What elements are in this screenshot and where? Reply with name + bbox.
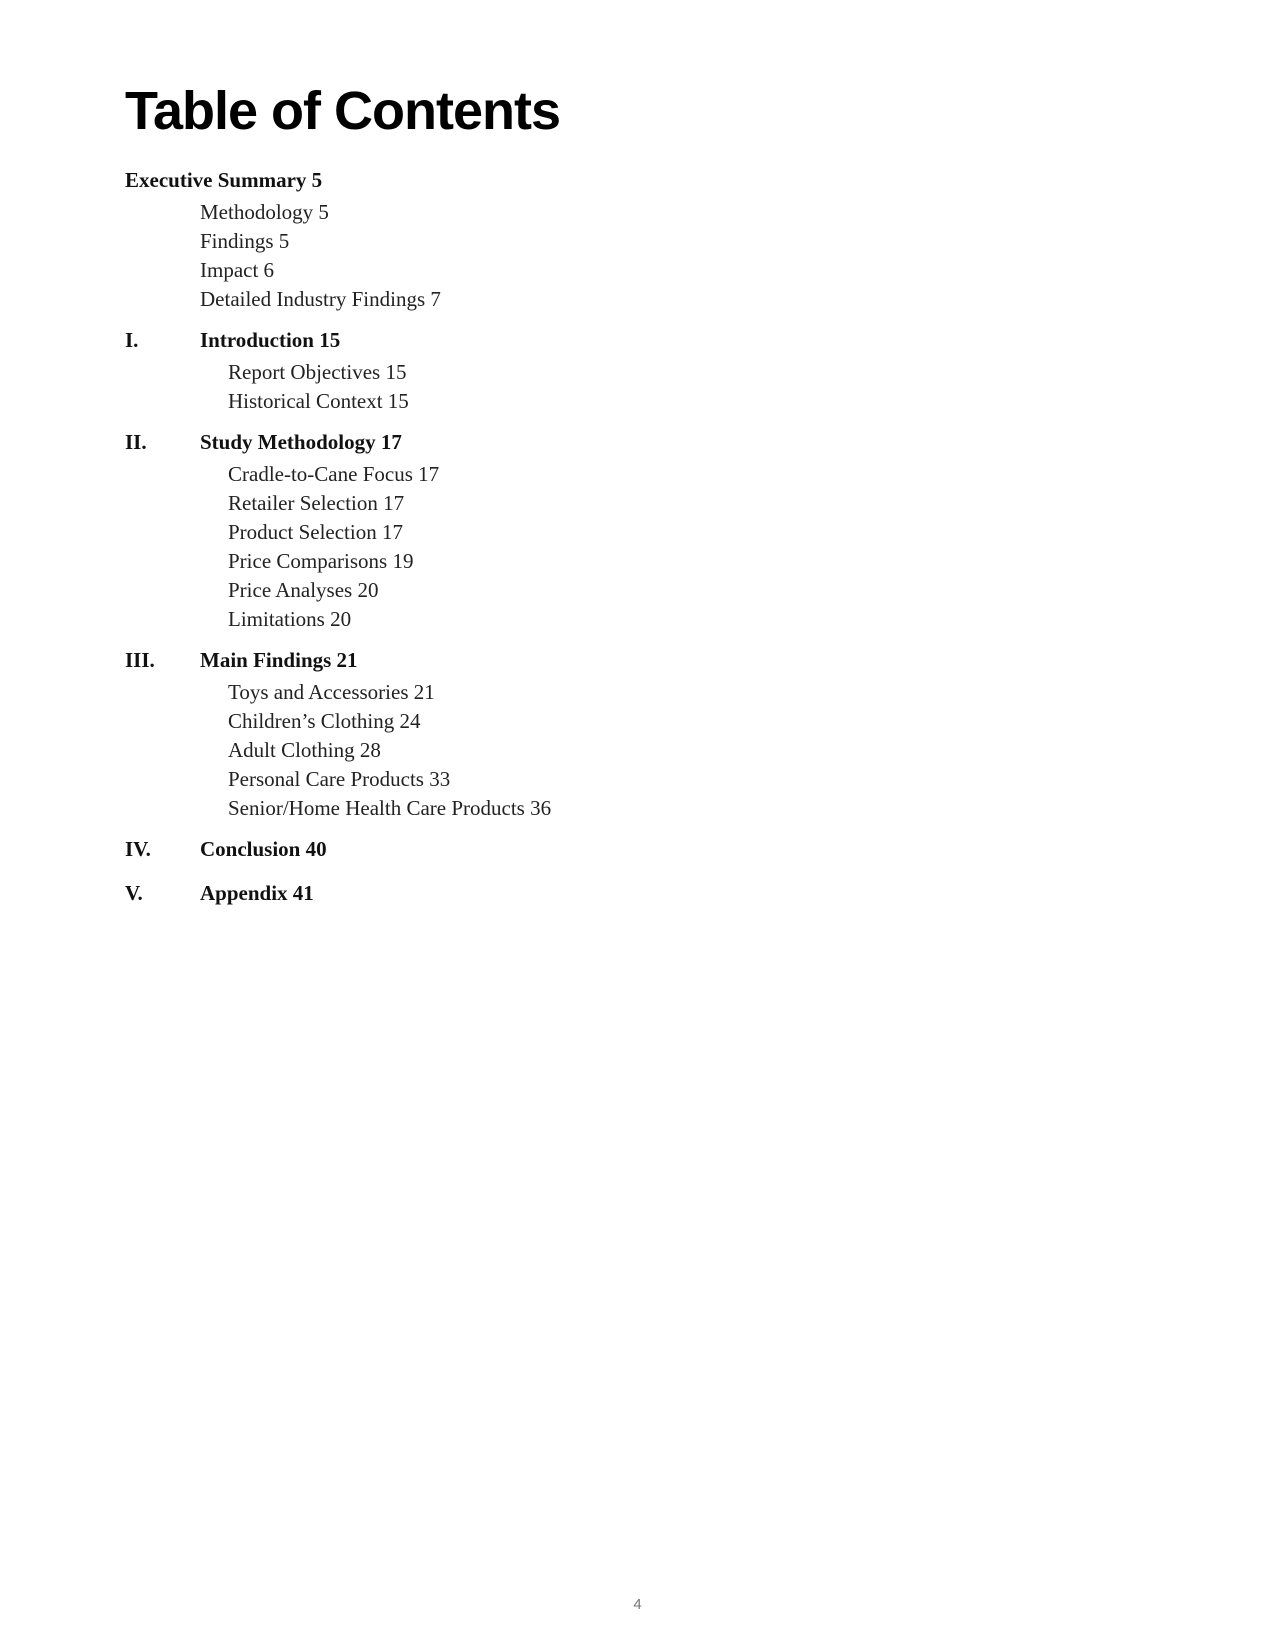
toc-heading: Conclusion 40	[200, 837, 327, 861]
toc-numeral: I.	[125, 328, 139, 352]
toc-heading: Main Findings 21	[200, 648, 358, 672]
toc-section-conclusion	[125, 837, 1025, 867]
toc-heading: Executive Summary 5	[125, 168, 323, 192]
page-number: 4	[633, 1596, 642, 1613]
toc-entry-adult-clothing[interactable]: Adult Clothing 28	[228, 738, 381, 762]
toc-entry-childrens-clothing[interactable]: Children’s Clothing 24	[228, 709, 421, 733]
toc-numeral: II.	[125, 430, 147, 454]
toc-entry-report-objectives[interactable]: Report Objectives 15	[228, 360, 407, 384]
toc-entry-retailer-selection[interactable]: Retailer Selection 17	[228, 491, 405, 515]
toc-entry-cradle-to-cane-focus[interactable]: Cradle-to-Cane Focus 17	[228, 462, 440, 486]
toc-numeral: V.	[125, 881, 143, 905]
toc-entry-methodology[interactable]: Methodology 5	[200, 200, 329, 224]
toc-numeral: IV.	[125, 837, 151, 861]
page-title: Table of Contents	[125, 81, 560, 141]
toc-heading-row[interactable]	[125, 328, 1025, 358]
toc-entry-impact[interactable]: Impact 6	[200, 258, 275, 282]
toc-entry-toys-and-accessories[interactable]: Toys and Accessories 21	[228, 680, 435, 704]
toc-entry-price-comparisons[interactable]: Price Comparisons 19	[228, 549, 414, 573]
toc-section-main-findings	[125, 648, 1025, 823]
toc-heading-row[interactable]	[125, 881, 1025, 911]
toc-entry-senior-home-health-care-products[interactable]: Senior/Home Health Care Products 36	[228, 796, 552, 820]
toc-entry-limitations[interactable]: Limitations 20	[228, 607, 352, 631]
table-of-contents	[125, 168, 1025, 925]
toc-entry-price-analyses[interactable]: Price Analyses 20	[228, 578, 379, 602]
toc-heading-row[interactable]	[125, 648, 1025, 678]
toc-section-study-methodology	[125, 430, 1025, 634]
toc-heading-row[interactable]	[125, 837, 1025, 867]
toc-heading: Study Methodology 17	[200, 430, 402, 454]
toc-numeral: III.	[125, 648, 155, 672]
toc-heading-row[interactable]	[125, 168, 1025, 198]
toc-section-executive-summary	[125, 168, 1025, 314]
toc-section-appendix	[125, 881, 1025, 911]
toc-entry-historical-context[interactable]: Historical Context 15	[228, 389, 409, 413]
toc-section-introduction	[125, 328, 1025, 416]
toc-entry-findings[interactable]: Findings 5	[200, 229, 290, 253]
toc-heading-row[interactable]	[125, 430, 1025, 460]
toc-entry-detailed-industry-findings[interactable]: Detailed Industry Findings 7	[200, 287, 441, 311]
toc-heading: Introduction 15	[200, 328, 341, 352]
toc-heading: Appendix 41	[200, 881, 314, 905]
toc-entry-product-selection[interactable]: Product Selection 17	[228, 520, 403, 544]
toc-entry-personal-care-products[interactable]: Personal Care Products 33	[228, 767, 451, 791]
